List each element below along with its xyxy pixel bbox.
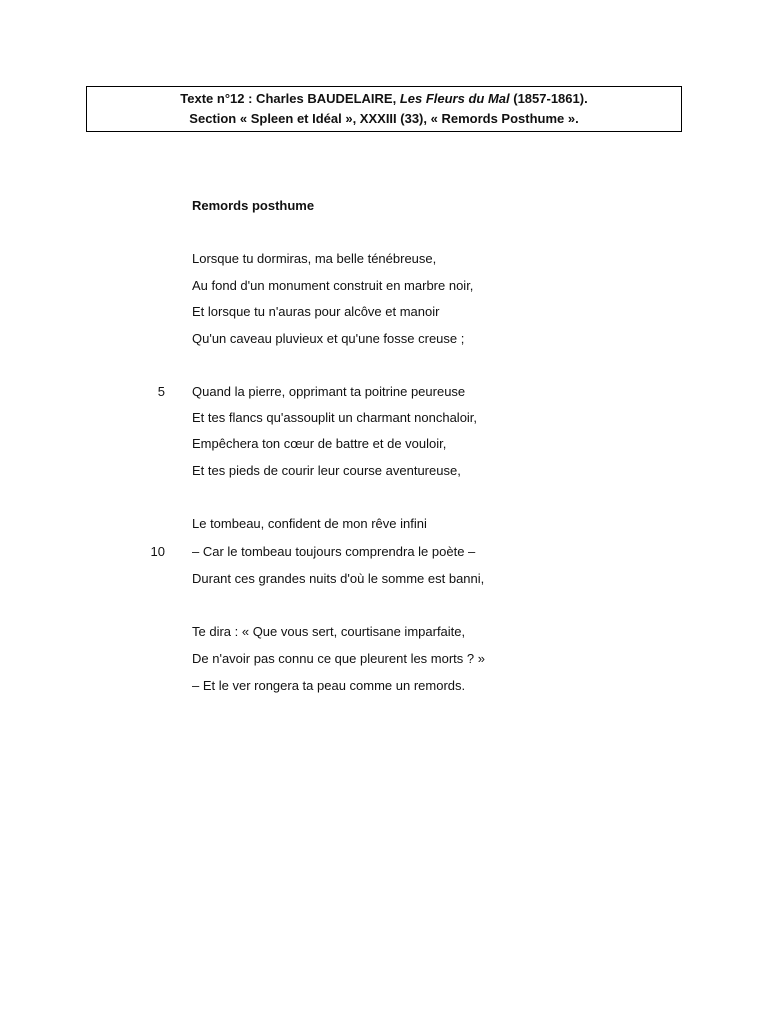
poem-title: Remords posthume (192, 198, 315, 213)
verse-line-6: Et tes flancs qu'assouplit un charmant nonchaloir, (192, 410, 478, 425)
verse-line-7: Empêchera ton cœur de battre et de vouloir, (192, 436, 447, 451)
header-line-2: Section « Spleen et Idéal », XXXIII (33), « Remords Posthume ». (189, 111, 579, 126)
verse-line-11: Durant ces grandes nuits d'où le somme est banni, (192, 571, 485, 586)
line-number-10: 10 (150, 544, 165, 559)
verse-line-5: Quand la pierre, opprimant ta poitrine peureuse (192, 384, 466, 399)
verse-line-12: Te dira : « Que vous sert, courtisane imparfaite, (192, 624, 466, 639)
verse-line-2: Au fond d'un monument construit en marbre noir, (192, 278, 474, 293)
header-box (86, 86, 682, 132)
header-dates: (1857-1861). (509, 91, 588, 106)
line-number-5: 5 (157, 384, 165, 399)
header-author: Texte n°12 : Charles BAUDELAIRE, (180, 91, 400, 106)
verse-line-1: Lorsque tu dormiras, ma belle ténébreuse, (192, 251, 437, 266)
header-line-1 (87, 89, 681, 109)
verse-line-10: – Car le tombeau toujours comprendra le poète – (192, 544, 476, 559)
verse-line-14: – Et le ver rongera ta peau comme un remords. (192, 678, 466, 693)
verse-line-9: Le tombeau, confident de mon rêve infini (192, 516, 427, 531)
verse-line-8: Et tes pieds de courir leur course aventureuse, (192, 463, 461, 478)
header-book-title: Les Fleurs du Mal (399, 91, 510, 106)
verse-line-3: Et lorsque tu n'auras pour alcôve et manoir (192, 304, 440, 319)
verse-line-4: Qu'un caveau pluvieux et qu'une fosse creuse ; (192, 331, 465, 346)
verse-line-13: De n'avoir pas connu ce que pleurent les morts ? » (192, 651, 485, 666)
